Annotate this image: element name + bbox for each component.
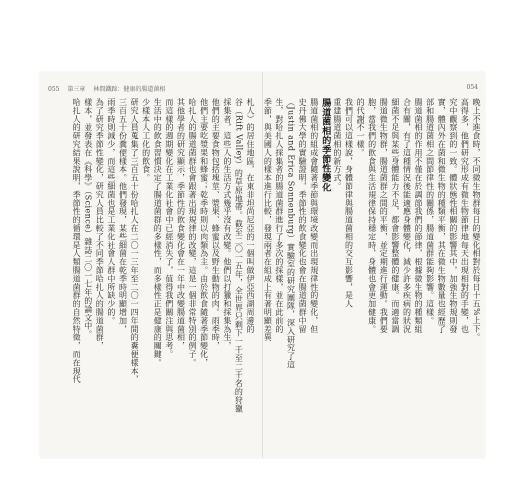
text-column: 哈扎人的研究結果說明，季節性的循環是人類腸道菌群的自然特徵，而在現代 xyxy=(72,98,82,384)
text-column: （Justin and Erica Sonnenburg）實驗室的研究團隊，深入研究了這 xyxy=(286,98,296,369)
text-column: 而這樣的週期變化在工業化社會中已經消失了，值得我們關注與思考。 xyxy=(164,98,174,359)
text-column: 究中觀察到的一致。體狀態性相關的影響其中，加強生物規則發 xyxy=(448,98,458,334)
text-column: 哈扎人的腸道菌群也會跟著出現規律的改變，這是一個非常特別的例子。 xyxy=(188,98,198,367)
text-column: 季節，與美國人的樣本進行比較，發現兩者在組成上有著明顯差異 xyxy=(263,98,273,342)
text-column: 為了研究季節性變化，研究人員比較了不同季節哈扎人的腸道菌群， xyxy=(95,98,105,350)
text-column: 他們的主要食物包括塊莖、漿果、蜂蜜以及野生動物的肉。雨季時， xyxy=(211,98,221,350)
text-column: 他們主要吃漿果和蜂蜜；乾季時則以肉類為主。由於飲食隨著季節變化， xyxy=(199,98,209,367)
text-column: 研究人員蒐集了三百五十份哈扎人在二〇一三年至二〇一四年間的糞便樣本， xyxy=(130,98,140,384)
text-column: 腸道微生物群，腸道菌群之間的平衡，並定期進行運動。我們要 xyxy=(379,98,389,334)
left-chapter-title: 林間鐵蹄：健康的腸道菌相 xyxy=(93,86,166,93)
text-column: 三百五十份糞便樣本。他們發現，某些細菌在乾季時明顯增加， xyxy=(118,98,128,334)
text-column: 胞，當我們的飲食與生活規律保持穩定時，身體也會更加健康。 xyxy=(367,98,377,334)
text-column: 重建腸道菌相的新方式。 xyxy=(332,98,342,191)
text-column: 細菌不足與某些身體能力不足，都會影響整體的健康。而適當調 xyxy=(390,98,400,334)
left-chapter-label: 第三章 xyxy=(67,86,86,93)
right-page-number: 054 xyxy=(466,84,478,91)
text-column: 樣本，並發表在《科學》（Science）雜誌二〇一七年的論文中。 xyxy=(83,98,93,339)
text-column: 其他學者的研究顯示，季節性的飲食變化會在一年中改變腸道菌相， xyxy=(176,98,186,350)
text-column: 生活中的飲食習慣決定了腸道菌群的多樣性，而多樣性正是健康的關鍵。 xyxy=(153,98,163,367)
text-column: 雨季時則減少，而這些細菌也是工業化社會人群中所缺少的。 xyxy=(106,98,116,325)
text-column: 高得多，他們研究形成有微生物節律地每天出現相對的手變，也 xyxy=(460,98,470,334)
text-column: 我們可以這樣說，身體節律與腸道菌相的交互影響，是人 xyxy=(344,98,354,308)
right-page-header xyxy=(467,84,478,91)
text-column: 合有關，有了這種情況後能適應身體變化，減少許多疾病的狀況 xyxy=(402,98,412,334)
text-column: 少樣本人工化的飲食。 xyxy=(141,98,151,182)
text-column: 晚上不進食時，不同微生物群每日的變化相對於每日十五%上下。 xyxy=(472,98,481,342)
text-column: 腸道菌相的組成會隨著季節與環境改變而出現規律性的變化，但 xyxy=(309,98,319,334)
left-page-header xyxy=(48,84,165,93)
text-column: 谷（Rift Valley）的草原地帶。截至二〇一五年，全世界只剩下一千至二千名的狩獵 xyxy=(234,98,244,413)
left-page-number: 055 xyxy=(48,86,60,93)
right-page-body xyxy=(263,98,481,448)
text-column: 實，體內外在菌和微生物的種類平衡，其在微生物數量也經歷了 xyxy=(437,98,447,334)
text-column: 的代謝不一樣。 xyxy=(356,98,366,157)
text-column: 生，對哈扎人採集者的腸道菌群進行了多次的採樣，並在此前的 xyxy=(274,98,284,334)
text-column: 札人）的居住地區，在東非坦尚尼亞的一個叫做伊亞西湖周邊的 xyxy=(246,98,255,334)
text-column: 採集者，這些人的生活方式幾乎沒有改變。他們以打獵和採集為生， xyxy=(222,98,232,350)
text-column: 史丹佛大學的實驗證明，季節性的飲食變化也會在腸道菌群中留 xyxy=(298,98,308,334)
left-page-body xyxy=(52,98,254,448)
text-column: 部和腸道菌相之間節律性的關係，腸道菌群能夠影響。這樣。 xyxy=(425,98,435,325)
text-column: 腸道菌相的作用不僅在於調節我們的節律，根據微生物的種類組 xyxy=(414,98,424,334)
section-heading: 腸道菌相的季節性變化 xyxy=(320,98,331,192)
